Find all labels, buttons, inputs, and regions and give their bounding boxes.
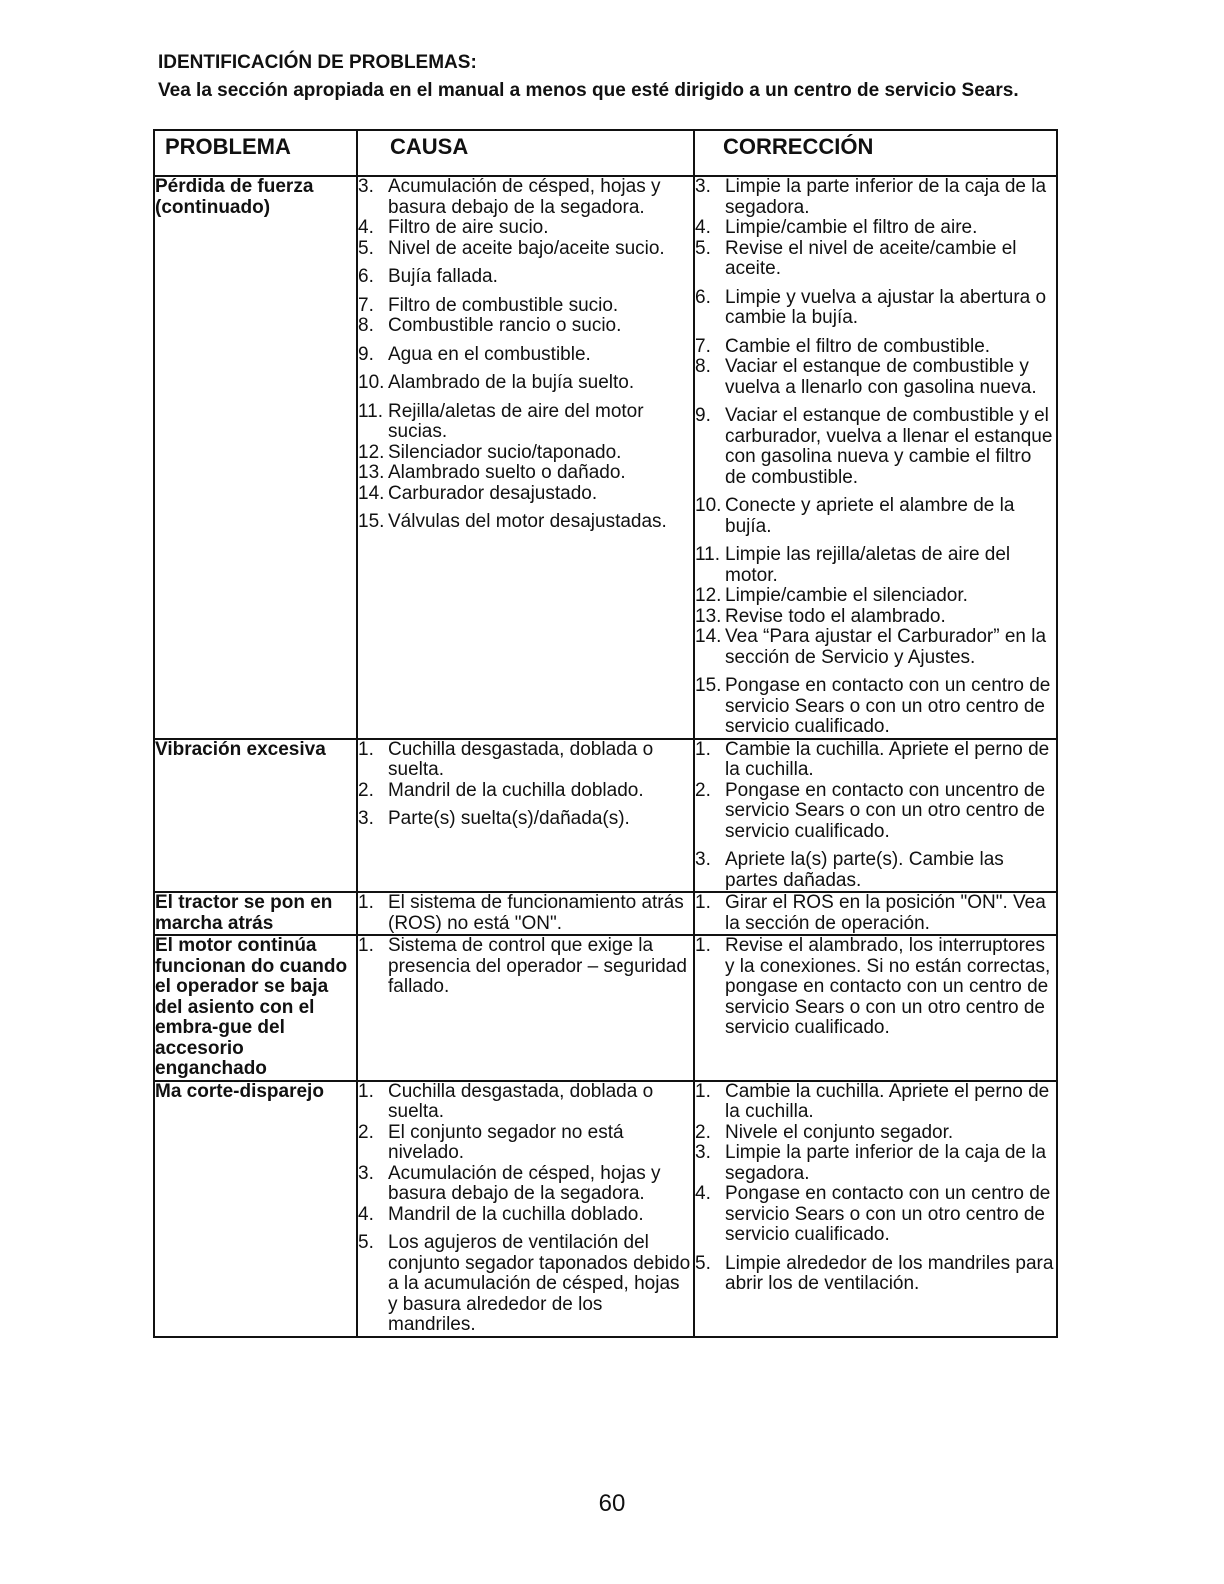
cause-item [358,402,693,443]
column-header-causa: CAUSA [357,130,694,176]
item-number: 2. [695,1121,711,1143]
cause-item [358,177,693,218]
correction-item [695,1123,1056,1144]
correction-item [695,1184,1056,1246]
item-text: Limpie la parte inferior de la caja de la segadora. [725,176,1047,218]
item-text: Girar el ROS en la posición "ON". Vea la sección de operación. [725,892,1046,934]
item-text: Bujía fallada. [388,266,498,287]
item-text: Acumulación de césped, hojas y basura debajo de la segadora. [388,176,661,218]
correction-item [695,496,1056,537]
cause-item [358,893,693,934]
cause-cell [357,935,694,1081]
item-number: 4. [695,217,711,238]
item-number: 5. [695,237,711,259]
problem-cell: El motor continúa funcionan do cuando el operador se baja del asiento con el embra-gue del accesorio enganchado [154,935,357,1081]
item-number: 14. [695,626,722,647]
item-text: Pongase en contacto con un centro de servicio Sears o con un otro centro de servicio cualificado. [725,1183,1051,1245]
table-row [154,935,1057,1081]
correction-item [695,936,1056,1039]
cause-item [358,740,693,781]
item-number: 4. [358,217,374,238]
cause-item [358,1164,693,1205]
problem-cell: El tractor se pon en marcha atrás [154,892,357,935]
cause-item [358,484,693,505]
item-number: 6. [695,286,711,308]
item-number: 1. [695,892,711,913]
cause-item [358,296,693,317]
correction-cell [694,935,1057,1081]
item-number: 12. [695,585,722,606]
page-number: 60 [598,1490,626,1517]
correction-item [695,1254,1056,1295]
item-number: 3. [358,1162,374,1184]
item-number: 2. [358,1121,374,1143]
item-text: El sistema de funcionamiento atrás (ROS) no está "ON". [388,892,684,934]
item-number: 1. [695,1080,711,1102]
correction-item [695,177,1056,218]
correction-item [695,586,1056,607]
item-text: Acumulación de césped, hojas y basura debajo de la segadora. [388,1162,661,1204]
item-text: Válvulas del motor desajustadas. [388,511,667,532]
cause-item [358,1123,693,1164]
item-number: 3. [358,176,374,197]
correction-cell [694,892,1057,935]
cause-item [358,373,693,394]
item-number: 12. [358,441,385,463]
correction-item [695,740,1056,781]
correction-item [695,218,1056,239]
correction-item [695,288,1056,329]
correction-item [695,1082,1056,1123]
correction-item [695,627,1056,668]
item-text: Cambie la cuchilla. Apriete el perno de la cuchilla. [725,1080,1050,1122]
item-text: Limpie las rejilla/aletas de aire del motor. [725,544,1011,586]
item-text: Apriete la(s) parte(s). Cambie las partes dañadas. [725,849,1004,891]
item-text: Parte(s) suelta(s)/dañada(s). [388,808,630,829]
item-number: 13. [358,462,385,483]
item-text: Pongase en contacto con uncentro de servicio Sears o con un otro centro de servicio cualificado. [725,779,1046,842]
correction-item [695,850,1056,891]
item-number: 2. [358,779,374,801]
item-text: Limpie y vuelva a ajustar la abertura o cambie la bujía. [725,286,1047,328]
item-text: Nivele el conjunto segador. [725,1121,954,1143]
correction-cell [694,739,1057,893]
item-number: 8. [358,315,374,336]
section-subtitle: Vea la sección apropiada en el manual a menos que esté dirigido a un centro de servicio Sears. [158,80,1019,101]
item-text: Cuchilla desgastada, doblada o suelta. [388,738,654,780]
item-number: 13. [695,605,722,627]
item-number: 15. [695,675,722,696]
cause-cell [357,1081,694,1337]
problem-cell: Pérdida de fuerza (continuado) [154,176,357,739]
item-text: Combustible rancio o sucio. [388,315,622,336]
correction-cell [694,176,1057,739]
correction-item [695,545,1056,586]
item-text: Alambrado de la bujía suelto. [388,372,635,393]
problem-cell: Vibración excesiva [154,739,357,893]
item-text: Revise el nivel de aceite/cambie el aceite. [725,237,1017,279]
item-number: 1. [695,738,711,760]
item-text: Revise el alambrado, los interruptores y la conexiones. Si no están correctas, pongase en contacto con un centro de servicio Sears o con un otro centro de servicio cualificado. [725,935,1051,1038]
item-text: Agua en el combustible. [388,343,591,365]
cause-item [358,1233,693,1336]
item-number: 2. [695,779,711,801]
cause-item [358,345,693,366]
cause-item [358,512,693,533]
item-number: 1. [358,935,374,956]
cause-cell [357,892,694,935]
item-number: 4. [695,1183,711,1204]
cause-item [358,936,693,998]
item-text: Alambrado suelto o dañado. [388,462,626,483]
cause-item [358,239,693,260]
correction-item [695,607,1056,628]
correction-item [695,357,1056,398]
item-text: Rejilla/aletas de aire del motor sucias. [388,400,644,442]
cause-cell [357,176,694,739]
table-row [154,176,1057,739]
item-number: 10. [695,495,722,516]
item-number: 3. [695,176,711,197]
item-text: Mandril de la cuchilla doblado. [388,1203,644,1225]
item-text: Limpie la parte inferior de la caja de la segadora. [725,1142,1047,1184]
item-text: Nivel de aceite bajo/aceite sucio. [388,237,665,259]
item-number: 9. [695,405,711,426]
item-number: 7. [695,335,711,357]
table-header-row [154,130,1057,176]
correction-item [695,239,1056,280]
item-number: 3. [695,849,711,870]
correction-cell [694,1081,1057,1337]
correction-item [695,337,1056,358]
item-text: Vea “Para ajustar el Carburador” en la sección de Servicio y Ajustes. [725,626,1047,668]
correction-item [695,676,1056,738]
table-row [154,739,1057,893]
cause-item [358,316,693,337]
item-number: 3. [695,1142,711,1163]
correction-item [695,1143,1056,1184]
item-text: Conecte y apriete el alambre de la bujía. [725,495,1015,537]
item-text: Carburador desajustado. [388,482,598,504]
table-row [154,892,1057,935]
item-number: 14. [358,482,385,504]
item-number: 5. [358,237,374,259]
cause-item [358,781,693,802]
column-header-correccion: CORRECCIÓN [694,130,1057,176]
cause-item [358,443,693,464]
item-text: Pongase en contacto con un centro de servicio Sears o con un otro centro de servicio cualificado. [725,675,1051,737]
item-text: Filtro de combustible sucio. [388,294,619,316]
item-number: 5. [695,1252,711,1274]
item-text: Cuchilla desgastada, doblada o suelta. [388,1080,654,1122]
cause-item [358,809,693,830]
item-text: Limpie/cambie el filtro de aire. [725,217,978,238]
item-number: 9. [358,343,374,365]
correction-item [695,781,1056,843]
item-number: 8. [695,356,711,377]
item-text: Limpie/cambie el silenciador. [725,585,968,606]
item-number: 1. [358,738,374,760]
item-number: 5. [358,1232,374,1253]
item-number: 1. [358,892,374,913]
problem-cell: Ma corte-disparejo [154,1081,357,1337]
item-number: 4. [358,1203,374,1225]
item-text: Vaciar el estanque de combustible y el carburador, vuelva a llenar el estanque con gasolina nueva y cambie el filtro de combustible. [725,405,1053,488]
cause-item [358,1205,693,1226]
item-text: Mandril de la cuchilla doblado. [388,779,644,801]
item-text: Sistema de control que exige la presencia del operador – seguridad fallado. [388,935,687,997]
item-text: Filtro de aire sucio. [388,217,549,238]
item-text: Vaciar el estanque de combustible y vuelva a llenarlo con gasolina nueva. [725,356,1037,398]
item-number: 10. [358,372,385,393]
item-text: Silenciador sucio/taponado. [388,441,622,463]
item-text: El conjunto segador no está nivelado. [388,1121,624,1163]
cause-item [358,1082,693,1123]
cause-item [358,463,693,484]
cause-item [358,218,693,239]
item-text: Cambie el filtro de combustible. [725,335,991,357]
troubleshooting-table [153,129,1058,1338]
item-number: 1. [358,1080,374,1102]
correction-item [695,893,1056,934]
cause-cell [357,739,694,893]
item-text: Cambie la cuchilla. Apriete el perno de la cuchilla. [725,738,1050,780]
section-title: IDENTIFICACIÓN DE PROBLEMAS: [158,52,477,73]
item-number: 15. [358,511,385,532]
item-number: 3. [358,808,374,829]
item-number: 11. [358,400,384,422]
correction-item [695,406,1056,488]
item-number: 7. [358,294,374,316]
item-number: 11. [695,544,721,565]
table-row [154,1081,1057,1337]
cause-item [358,267,693,288]
item-number: 6. [358,266,374,287]
column-header-problema: PROBLEMA [154,130,357,176]
item-text: Revise todo el alambrado. [725,605,946,627]
item-number: 1. [695,935,711,956]
item-text: Los agujeros de ventilación del conjunto segador taponados debido a la acumulación de césped, hojas y basura alrededor de los mandriles. [388,1232,691,1335]
item-text: Limpie alrededor de los mandriles para abrir los de ventilación. [725,1252,1054,1294]
